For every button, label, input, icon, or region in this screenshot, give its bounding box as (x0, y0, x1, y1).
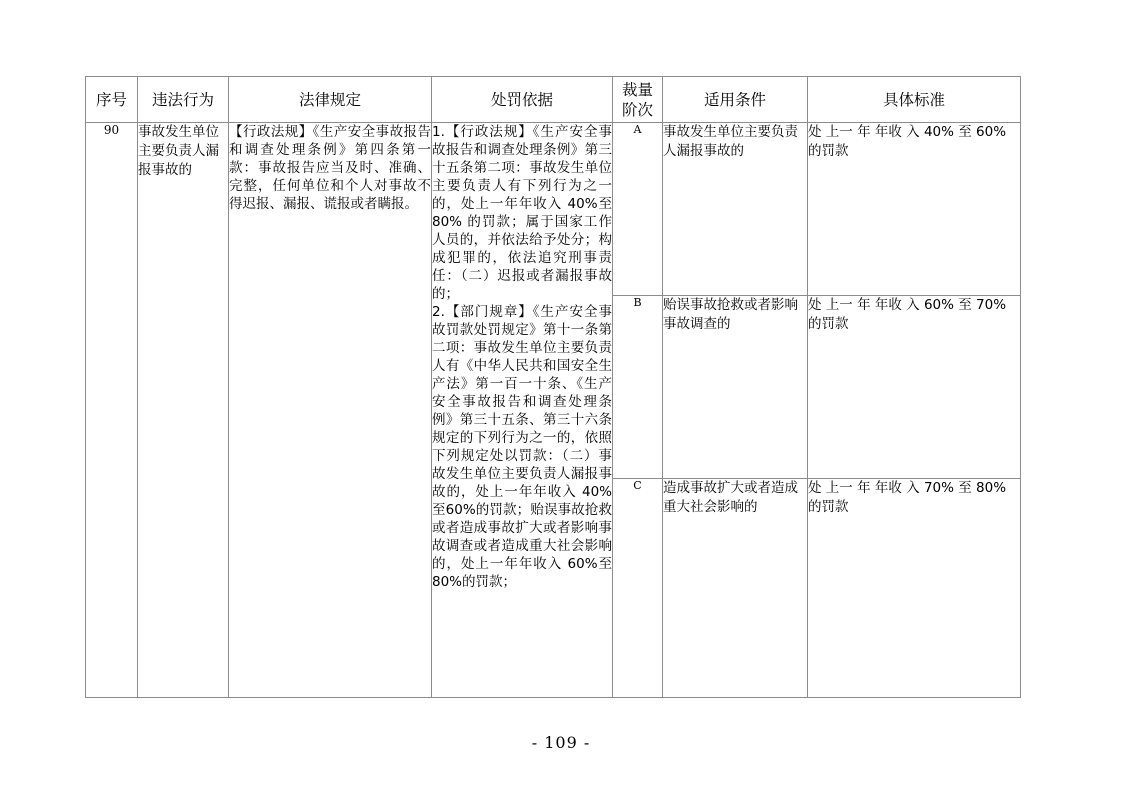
standard-b: 处 上一 年 年收 入 60% 至 70% 的罚款 (808, 296, 1021, 479)
level-b: B (613, 296, 663, 479)
header-condition: 适用条件 (663, 77, 808, 123)
header-level (613, 77, 663, 123)
penalty-basis-cell (432, 123, 613, 698)
level-a: A (613, 123, 663, 296)
condition-b: 贻误事故抢救或者影响事故调查的 (663, 296, 808, 479)
standard-a: 处 上一 年 年收 入 40% 至 60% 的罚款 (808, 123, 1021, 296)
header-no: 序号 (86, 77, 138, 123)
page-number: - 109 - (531, 733, 591, 752)
condition-c: 造成事故扩大或者造成重大社会影响的 (663, 479, 808, 698)
header-standard: 具体标准 (808, 77, 1021, 123)
level-c: C (613, 479, 663, 698)
header-law: 法律规定 (229, 77, 432, 123)
penalty-table (85, 76, 1021, 698)
row-number: 90 (86, 123, 138, 698)
legal-provision-cell: 【行政法规】《生产安全事故报告和调查处理条例》第四条第一款：事故报告应当及时、准确、完整，任何单位和个人对事故不得迟报、漏报、谎报或者瞒报。 (229, 123, 432, 698)
penalty-basis-item-1: 1.【行政法规】《生产安全事故报告和调查处理条例》第三十五条第二项：事故发生单位主要负责人有下列行为之一的，处上一年年收入 40%至 80% 的罚款；属于国家工作人员的，并依法给予处分；构成犯罪的，依法追究刑事责任：（二）迟报或者漏报事故的； (432, 124, 612, 302)
condition-a: 事故发生单位主要负责人漏报事故的 (663, 123, 808, 296)
header-level-label: 裁量阶次 (621, 80, 653, 119)
violation-cell: 事故发生单位主要负责人漏报事故的 (138, 123, 229, 698)
table-row (86, 123, 1021, 296)
header-act: 违法行为 (138, 77, 229, 123)
header-basis: 处罚依据 (432, 77, 613, 123)
standard-c: 处 上一 年 年收 入 70% 至 80% 的罚款 (808, 479, 1021, 698)
header-row (86, 77, 1021, 123)
penalty-basis-item-2: 2.【部门规章】《生产安全事故罚款处罚规定》第十一条第二项：事故发生单位主要负责人有《中华人民共和国安全生产法》第一百一十条、《生产安全事故报告和调查处理条例》第三十五条、第三十六条规定的下列行为之一的，依照下列规定处以罚款：（二）事故发生单位主要负责人漏报事故的，处上一年年收入 40%至60%的罚款；贻误事故抢救或者造成事故扩大或者影响事故调查或者造成重大社会影响的，处上一年年收入 60%至 80%的罚款； (432, 304, 612, 590)
